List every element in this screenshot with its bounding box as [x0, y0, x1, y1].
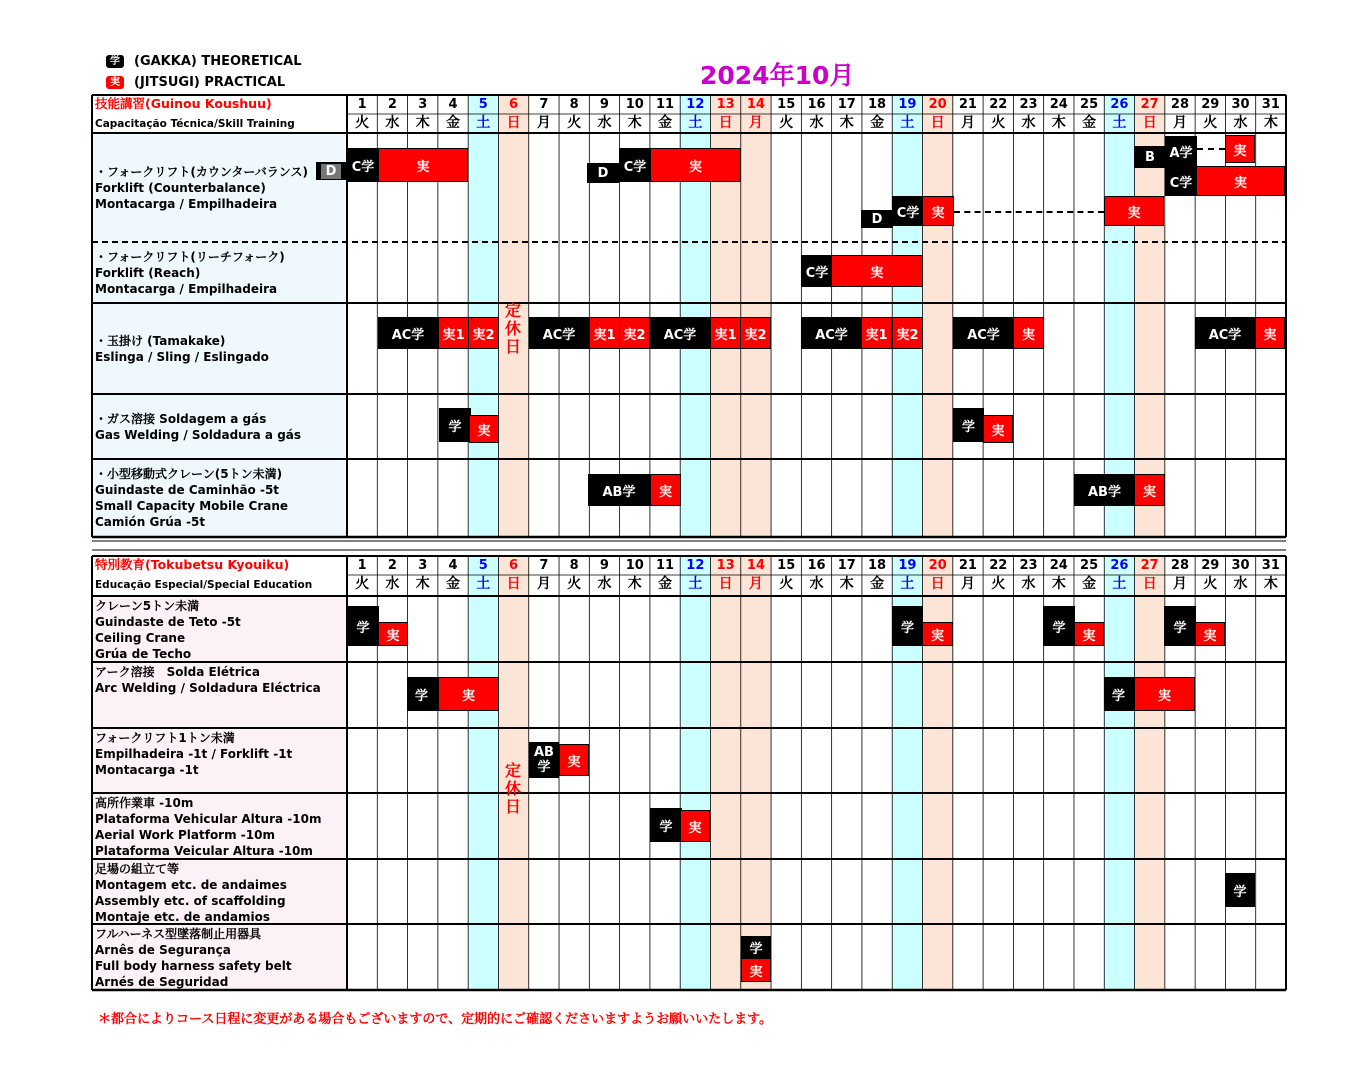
weekday-label: 木	[839, 115, 854, 131]
course-block-theory: 学	[1164, 606, 1196, 646]
day-number: 11	[655, 97, 675, 112]
course-block-practical: 実	[741, 958, 771, 982]
b-marker: B	[1134, 146, 1166, 168]
block-line: 学	[537, 760, 551, 775]
day-number: 19	[898, 558, 917, 573]
weekday-label: 日	[506, 115, 521, 131]
weekday-label: 火	[1203, 576, 1218, 592]
course-block-practical: 実	[922, 196, 954, 226]
day-number: 18	[868, 558, 887, 573]
weekday-label: 金	[1082, 115, 1097, 131]
weekday-label: 木	[627, 576, 642, 592]
course-block-theory: 学	[1225, 873, 1255, 907]
day-number: 19	[898, 97, 917, 112]
course-block-theory: AC学	[1195, 317, 1255, 349]
weekday-label: 日	[930, 576, 945, 592]
course-block-practical: 実1	[438, 317, 469, 349]
day-number: 13	[716, 97, 735, 112]
day-number: 3	[418, 97, 428, 112]
course-block-theory: 学	[439, 408, 471, 442]
row-label: ・フォークリフト(リーチフォーク) Forklift (Reach) Montacarga / Empilhadeira	[95, 249, 285, 296]
weekday-label: 月	[748, 576, 763, 592]
day-number: 24	[1049, 558, 1068, 573]
day-number: 15	[777, 558, 796, 573]
holiday-label-bottom	[503, 762, 523, 816]
theoretical-badge: 学	[106, 55, 124, 68]
day-number: 26	[1110, 558, 1129, 573]
day-number: 2	[387, 97, 397, 112]
day-number: 4	[448, 97, 458, 112]
course-block-practical: 実	[650, 474, 681, 506]
weekday-label: 金	[446, 115, 460, 131]
day-number: 17	[837, 558, 856, 573]
weekday-label: 金	[1082, 576, 1097, 592]
weekday-label: 水	[385, 115, 400, 131]
day-number: 10	[625, 558, 644, 573]
weekday-label: 日	[930, 115, 945, 131]
course-block-theory: C学	[1165, 166, 1197, 196]
day-number: 5	[478, 558, 488, 573]
weekday-label: 水	[1021, 115, 1036, 131]
course-block-practical: 実	[680, 810, 710, 842]
section-subtitle: Educação Especial/Special Education	[95, 579, 313, 591]
practical-label: (JITSUGI) PRACTICAL	[134, 75, 286, 90]
weekday-label: 土	[688, 576, 703, 592]
course-block-theory: 学	[407, 677, 469, 711]
weekday-label: 日	[506, 576, 521, 592]
day-number: 11	[655, 558, 675, 573]
holiday-label-top	[503, 302, 523, 356]
day-number: 20	[928, 97, 947, 112]
day-number: 26	[1110, 97, 1129, 112]
course-block-theory: 学	[892, 606, 923, 646]
day-number: 10	[625, 97, 644, 112]
holiday-char: 日	[504, 337, 521, 356]
weekday-label: 月	[536, 576, 551, 592]
weekday-label: 金	[658, 115, 673, 131]
day-number: 27	[1140, 97, 1159, 112]
day-number: 6	[509, 558, 519, 573]
section-subtitle: Capacitação Técnica/Skill Training	[95, 118, 295, 130]
weekday-label: 月	[960, 115, 975, 131]
course-block-practical: 実1	[589, 317, 620, 349]
row-label: 高所作業車 -10m Plataforma Vehicular Altura -10m Aerial Work Platform -10m Plataforma Veicular Altura -10m	[95, 796, 322, 858]
weekday-label: 土	[476, 115, 491, 131]
day-number: 30	[1231, 97, 1250, 112]
day-number: 2	[387, 558, 397, 573]
weekday-label: 木	[415, 115, 430, 131]
weekday-label: 水	[809, 576, 824, 592]
day-number: 6	[509, 97, 519, 112]
day-number: 9	[599, 97, 609, 112]
course-block-practical: 実	[922, 622, 953, 646]
weekday-label: 水	[597, 576, 612, 592]
weekday-label: 土	[1112, 576, 1127, 592]
day-number: 1	[357, 97, 367, 112]
row-label: 足場の組立て等 Montagem etc. de andaimes Assembly etc. of scaffolding Montaje etc. de andamios	[95, 862, 287, 923]
weekday-label: 水	[385, 576, 400, 592]
weekday-label: 木	[839, 576, 854, 592]
course-block-practical: 実	[831, 255, 923, 287]
course-block-practical: 実	[469, 415, 499, 443]
day-number: 1	[357, 558, 367, 573]
day-number: 5	[478, 97, 488, 112]
d-marker: D	[587, 163, 619, 183]
row-label: ・玉掛け (Tamakake) Eslinga / Sling / Eslingado	[95, 333, 269, 364]
footer-note: ＊都合によりコース日程に変更がある場合もございますので、定期的にご確認くださいますようお願いいたします。	[98, 1012, 773, 1027]
course-block-practical: 実	[1134, 474, 1165, 506]
holiday-char: 定	[504, 301, 521, 320]
course-block-theory: 学	[650, 808, 682, 842]
day-number: 18	[868, 97, 887, 112]
day-number: 13	[716, 558, 735, 573]
day-number: 21	[958, 97, 977, 112]
weekday-label: 土	[900, 115, 915, 131]
holiday-char: 休	[504, 779, 521, 798]
course-block-theory: AC学	[529, 317, 589, 349]
weekday-label: 火	[567, 576, 582, 592]
day-number: 14	[746, 558, 765, 573]
day-number: 21	[958, 558, 977, 573]
course-block-practical: 実2	[468, 317, 499, 349]
day-number: 4	[448, 558, 458, 573]
weekday-label: 金	[658, 576, 673, 592]
weekday-label: 月	[1172, 576, 1187, 592]
block-line: AB	[534, 745, 554, 760]
weekday-label: 木	[1051, 115, 1066, 131]
course-block-practical: 実1	[710, 317, 741, 349]
course-block-practical: 実1	[861, 317, 892, 349]
day-number: 12	[686, 97, 705, 112]
day-number: 7	[539, 558, 549, 573]
day-number: 3	[418, 558, 428, 573]
weekday-label: 火	[991, 115, 1006, 131]
course-block-theory: AC学	[378, 317, 438, 349]
course-block-practical: 実	[1225, 135, 1255, 163]
weekday-label: 木	[1263, 576, 1278, 592]
weekday-label: 土	[688, 115, 703, 131]
row-label: アーク溶接 Solda Elétrica Arc Welding / Soldadura Eléctrica	[95, 665, 321, 695]
row-label: ・ガス溶接 Soldagem a gás Gas Welding / Soldadura a gás	[95, 411, 302, 442]
weekday-label: 月	[748, 115, 763, 131]
day-number: 16	[807, 558, 826, 573]
course-block-practical: 実2	[892, 317, 923, 349]
schedule-dash	[954, 211, 1104, 213]
day-number: 28	[1170, 97, 1190, 112]
course-block-practical: 実	[1104, 196, 1164, 226]
weekday-label: 水	[597, 115, 612, 131]
course-block-theory: C学	[801, 255, 833, 287]
day-number: 16	[807, 97, 826, 112]
course-block-theory: 学	[1043, 606, 1075, 646]
course-block-theory: AC学	[953, 317, 1014, 349]
weekday-label: 月	[536, 115, 551, 131]
weekday-label: 火	[355, 576, 370, 592]
weekday-label: 木	[1263, 115, 1278, 131]
course-block-practical: 実2	[619, 317, 650, 349]
weekday-label: 木	[1051, 576, 1066, 592]
day-number: 29	[1201, 97, 1220, 112]
course-block-theory: 学	[741, 936, 771, 958]
course-block-practical: 実	[1013, 317, 1044, 349]
theoretical-label: (GAKKA) THEORETICAL	[134, 54, 302, 69]
weekday-label: 金	[870, 115, 885, 131]
day-number: 28	[1170, 558, 1190, 573]
section-title: 技能講習(Guinou Koushuu)	[95, 96, 272, 111]
day-number: 31	[1261, 558, 1280, 573]
day-number: 23	[1019, 97, 1038, 112]
course-block-theory: AB学	[588, 474, 650, 506]
holiday-char: 定	[504, 761, 521, 780]
schedule-dash	[1197, 148, 1225, 150]
weekday-label: 木	[415, 576, 430, 592]
weekday-label: 火	[779, 115, 794, 131]
row-label: ・フォークリフト(カウンターバランス) Forklift (Counterbalance) Montacarga / Empilhadeira	[95, 164, 308, 211]
day-number: 29	[1201, 558, 1220, 573]
course-block-practical: 実	[1074, 622, 1104, 646]
weekday-label: 日	[1142, 115, 1157, 131]
course-block-theory: AC学	[801, 317, 862, 349]
weekday-label: 火	[567, 115, 582, 131]
course-block-practical: 実	[1196, 166, 1285, 196]
weekday-label: 土	[476, 576, 491, 592]
row-label: ・小型移動式クレーン(5トン未満) Guindaste de Caminhão -5t Small Capacity Mobile Crane Camión Grúa -5t	[95, 467, 289, 529]
row-label: フルハーネス型墜落制止用器具 Arnês de Segurança Full body harness safety belt Arnés de Seguridad	[95, 927, 292, 989]
weekday-label: 金	[870, 576, 885, 592]
row-label: フォークリフト1トン未満 Empilhadeira -1t / Forklift -1t Montacarga -1t	[95, 731, 293, 777]
page-title: 2024年10月	[700, 61, 855, 90]
weekday-label: 火	[355, 115, 370, 131]
day-number: 17	[837, 97, 856, 112]
course-block-practical: 実2	[740, 317, 771, 349]
course-block-theory: C学	[892, 196, 924, 226]
course-block-practical: 実	[1255, 317, 1285, 349]
weekday-label: 月	[960, 576, 975, 592]
course-block-practical: 実	[650, 148, 741, 182]
day-number: 12	[686, 558, 705, 573]
d-marker: D	[861, 210, 893, 228]
day-number: 31	[1261, 97, 1280, 112]
holiday-char: 休	[504, 319, 521, 338]
row-label: クレーン5トン未満 Guindaste de Teto -5t Ceiling Crane Grúa de Techo	[95, 599, 241, 661]
holiday-char: 日	[504, 797, 521, 816]
weekday-label: 月	[1172, 115, 1187, 131]
day-number: 9	[599, 558, 609, 573]
day-number: 7	[539, 97, 549, 112]
course-block-theory: AB学	[1074, 474, 1135, 506]
day-number: 25	[1080, 97, 1099, 112]
course-block-practical: 実	[378, 622, 408, 646]
weekday-label: 水	[1233, 115, 1248, 131]
day-number: 15	[777, 97, 796, 112]
day-number: 23	[1019, 558, 1038, 573]
weekday-label: 日	[718, 115, 733, 131]
day-number: 22	[989, 97, 1008, 112]
section-title: 特別教育(Tokubetsu Kyouiku)	[95, 557, 290, 572]
weekday-label: 水	[809, 115, 824, 131]
course-block-practical: 実	[438, 677, 499, 711]
course-block-theory	[529, 742, 559, 778]
course-block-theory: AC学	[650, 317, 710, 349]
course-block-theory: 学	[1104, 677, 1166, 711]
day-number: 30	[1231, 558, 1250, 573]
weekday-label: 金	[446, 576, 460, 592]
weekday-label: 水	[1233, 576, 1248, 592]
weekday-label: 土	[900, 576, 915, 592]
day-number: 27	[1140, 558, 1159, 573]
practical-badge: 実	[106, 76, 124, 89]
day-number: 8	[569, 558, 579, 573]
course-block-practical: 実	[559, 744, 589, 776]
day-number: 25	[1080, 558, 1099, 573]
weekday-label: 火	[779, 576, 794, 592]
course-block-theory: C学	[347, 148, 379, 182]
weekday-label: 火	[991, 576, 1006, 592]
course-block-practical: 実	[1195, 622, 1225, 646]
day-number: 24	[1049, 97, 1068, 112]
weekday-label: 木	[627, 115, 642, 131]
weekday-label: 水	[1021, 576, 1036, 592]
course-block-theory: C学	[619, 148, 651, 182]
course-block-practical: 実	[983, 415, 1013, 443]
weekday-label: 日	[1142, 576, 1157, 592]
course-block-practical: 実	[378, 148, 468, 182]
day-number: 20	[928, 558, 947, 573]
weekday-label: 日	[718, 576, 733, 592]
course-block-practical: 実	[1134, 677, 1195, 711]
course-block-theory: A学	[1165, 136, 1197, 166]
weekday-label: 土	[1112, 115, 1127, 131]
weekday-label: 火	[1203, 115, 1218, 131]
day-number: 8	[569, 97, 579, 112]
course-block-theory: 学	[347, 606, 379, 646]
course-block-theory: 学	[953, 408, 984, 442]
day-number: 14	[746, 97, 765, 112]
day-number: 22	[989, 558, 1008, 573]
d-marker: D	[316, 162, 346, 180]
